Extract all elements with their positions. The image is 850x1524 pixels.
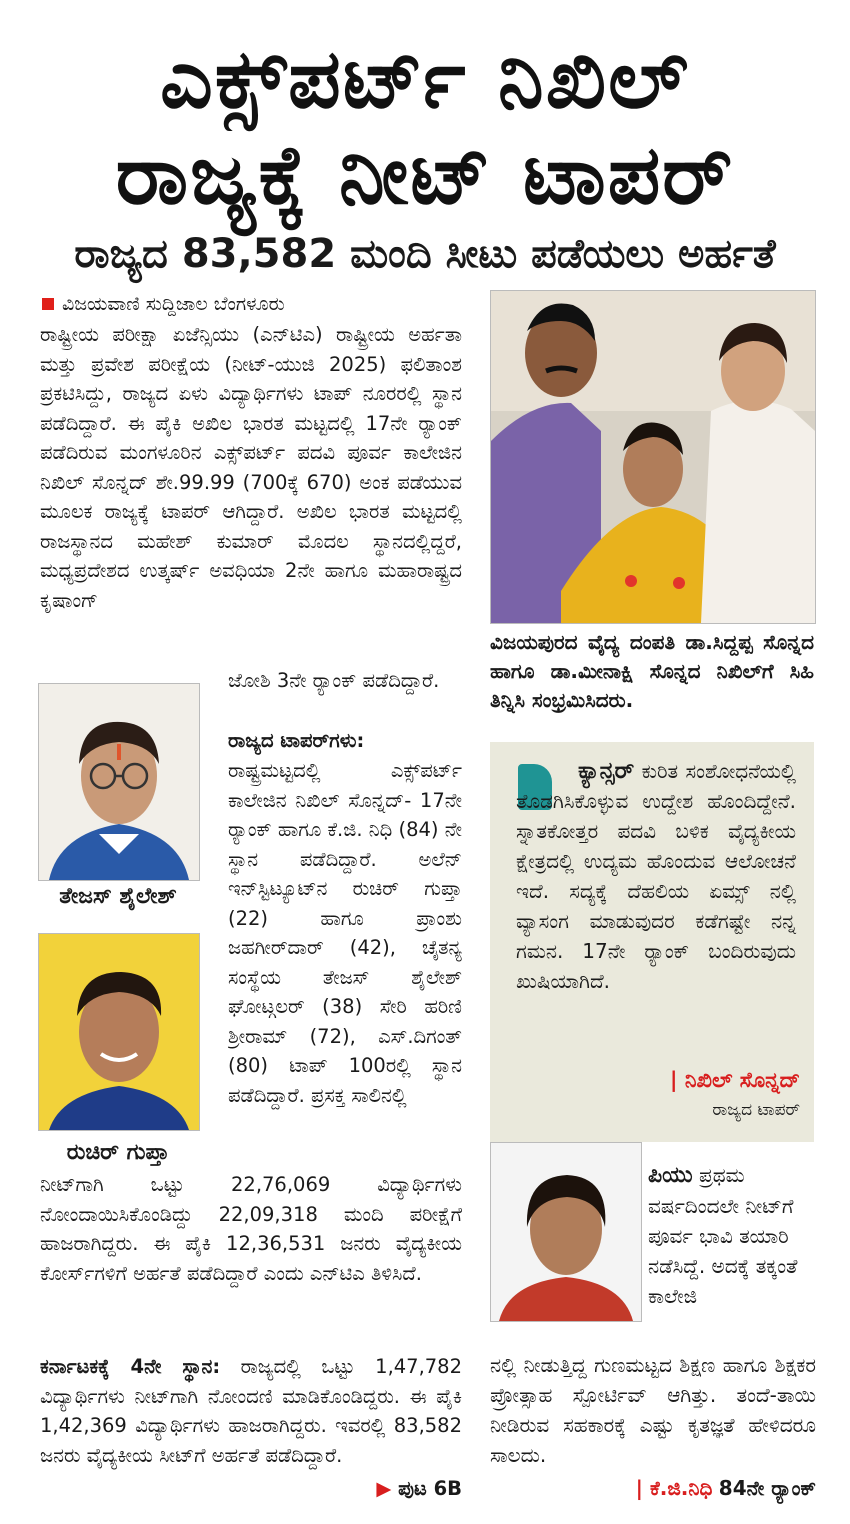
state-body: ರಾಜ್ಯದಲ್ಲಿ ಒಟ್ಟು 1,47,782 ವಿದ್ಯಾರ್ಥಿಗಳು ನೀಟ್‌ಗಾಗಿ ನೋಂದಣಿ ಮಾಡಿಕೊಂಡಿದ್ದರು. ಈ ಪೈಕಿ 1,42,369 ವಿದ್ಯಾರ್ಥಿಗಳು ಹಾಜರಾಗಿದ್ದರು. ಇವರಲ್ಲಿ 83,582 ಜನರು ವೈದ್ಯಕೀಯ ಸೀಟ್‌ಗೆ ಅರ್ಹತೆ ಪಡೆದಿದ್ದಾರೆ. <box>40 1355 462 1467</box>
subheadline: ರಾಜ್ಯದ 83,582 ಮಂದಿ ಸೀಟು ಪಡೆಯಲು ಅರ್ಹತೆ <box>74 231 776 277</box>
quote-1-text <box>516 756 796 996</box>
continued-marker[interactable] <box>362 1474 462 1504</box>
photo-ruchir <box>38 933 200 1131</box>
article-para-3: ನೀಟ್‌ಗಾಗಿ ಒಟ್ಟು 22,76,069 ವಿದ್ಯಾರ್ಥಿಗಳು ನೋಂದಾಯಿಸಿಕೊಂಡಿದ್ದು 22,09,318 ಮಂದಿ ಪರೀಕ್ಷೆಗೆ ಹಾಜರಾಗಿದ್ದರು. ಈ ಪೈಕಿ 12,36,531 ಜನರು ವೈದ್ಯಕೀಯ ಕೋರ್ಸ್‌ಗಳಿಗೆ ಅರ್ಹತೆ ಪಡೆದಿದ್ದಾರೆ ಎಂದು ಎನ್‌ಟಿಎ ತಿಳಿಸಿದೆ. <box>40 1173 462 1285</box>
quote-2-text <box>648 1160 816 1311</box>
caption-tejas: ತೇಜಸ್ ಶೈಲೇಶ್ <box>59 884 177 909</box>
quote-2-author-bar: | <box>635 1476 650 1500</box>
portrait-ruchir-image <box>39 934 199 1130</box>
caption-ruchir: ರುಚಿರ್ ಗುಪ್ತಾ <box>66 1140 170 1165</box>
byline-text: ವಿಜಯವಾಣಿ ಸುದ್ದಿಜಾಲ ಬೆಂಗಳೂರು <box>62 293 285 315</box>
portrait-tejas-image <box>39 684 199 880</box>
toppers-body: ರಾಷ್ಟ್ರಮಟ್ಟದಲ್ಲಿ ಎಕ್ಸ್‌ಪರ್ಟ್ ಕಾಲೇಜಿನ ನಿಖಿಲ್ ಸೊನ್ನದ್- 17ನೇ ರ್‍ಯಾಂಕ್ ಹಾಗೂ ಕೆ.ಜಿ. ನಿಧಿ (84) ನೇ ಸ್ಥಾನ ಪಡೆದಿದ್ದಾರೆ. ಅಲೆನ್ ಇನ್‌ಸ್ಟಿಟ್ಯೂಟ್‌ನ ರುಚಿರ್ ಗುಪ್ತಾ (22) ಹಾಗೂ ಪ್ರಾಂಶು ಜಹಗೀರ್‌ದಾರ್ (42), ಚೈತನ್ಯ ಸಂಸ್ಥೆಯ ತೇಜಸ್ ಶೈಲೇಶ್ ಘೋಟ್ಗಲರ್ (38) ಸೇರಿ ಹರಿಣಿ ಶ್ರೀರಾಮ್ (72), ಎಸ್.ದಿಗಂತ್ (80) ಟಾಪ್ 100ರಲ್ಲಿ ಸ್ಥಾನ ಪಡೆದಿದ್ದಾರೆ. ಪ್ರಸಕ್ತ ಸಾಲಿನಲ್ಲಿ <box>228 759 462 1107</box>
bullet-square-icon <box>42 298 54 310</box>
headline-line-1: ಎಕ್ಸ್‌ಪರ್ಟ್ ನಿಖಿಲ್ <box>160 32 690 127</box>
quote-2-rank: 84ನೇ ರ್‍ಯಾಂಕ್ <box>718 1476 816 1500</box>
main-photo-caption: ವಿಜಯಪುರದ ವೈದ್ಯ ದಂಪತಿ ಡಾ.ಸಿದ್ದಪ್ಪ ಸೊನ್ನದ ಹಾಗೂ ಡಾ.ಮೀನಾಕ್ಷಿ ಸೊನ್ನದ ನಿಖಿಲ್‌ಗೆ ಸಿಹಿ ತಿನ್ನಿಸಿ ಸಂಭ್ರಮಿಸಿದರು. <box>490 630 814 712</box>
family-celebration-image <box>491 291 815 623</box>
article-para-1-cont: ಜೋಶಿ 3ನೇ ರ್‍ಯಾಂಕ್ ಪಡೆದಿದ್ದಾರೆ. <box>228 669 440 692</box>
quote-1-author: ನಿಖಿಲ್ ಸೊನ್ನದ್ <box>684 1068 800 1092</box>
quote-2-author: ಕೆ.ಜಿ.ನಿಧಿ <box>649 1476 713 1500</box>
article-para-1: ರಾಷ್ಟ್ರೀಯ ಪರೀಕ್ಷಾ ಏಜೆನ್ಸಿಯು (ಎನ್‌ಟಿಎ) ರಾಷ್ಟ್ರೀಯ ಅರ್ಹತಾ ಮತ್ತು ಪ್ರವೇಶ ಪರೀಕ್ಷೆಯ (ನೀಟ್-ಯುಜಿ 2025) ಫಲಿತಾಂಶ ಪ್ರಕಟಿಸಿದ್ದು, ರಾಜ್ಯದ ಏಳು ವಿದ್ಯಾರ್ಥಿಗಳು ಟಾಪ್ ನೂರರಲ್ಲಿ ಸ್ಥಾನ ಪಡೆದಿದ್ದಾರೆ. ಈ ಪೈಕಿ ಅಖಿಲ ಭಾರತ ಮಟ್ಟದಲ್ಲಿ 17ನೇ ರ್‍ಯಾಂಕ್ ಪಡೆದಿರುವ ಮಂಗಳೂರಿನ ಎಕ್ಸ್‌ಪರ್ಟ್ ಪದವಿ ಪೂರ್ವ ಕಾಲೇಜಿನ ನಿಖಿಲ್ ಸೊನ್ನದ್ ಶೇ.99.99 (700ಕ್ಕೆ 670) ಅಂಕ ಪಡೆಯುವ ಮೂಲಕ ರಾಜ್ಯಕ್ಕೆ ಟಾಪರ್ ಆಗಿದ್ದಾರೆ. ಅಖಿಲ ಭಾರತ ಮಟ್ಟದಲ್ಲಿ ರಾಜಸ್ಥಾನದ ಮಹೇಶ್ ಕುಮಾರ್ ಮೊದಲ ಸ್ಥಾನದಲ್ಲಿದ್ದರೆ, ಮಧ್ಯಪ್ರದೇಶದ ಉತ್ಕರ್ಷ್ ಅವಧಿಯಾ 2ನೇ ಹಾಗೂ ಮಹಾರಾಷ್ಟ್ರದ ಕೃಷಾಂಗ್ <box>40 323 462 612</box>
quote-2-body: ಪ್ರಥಮ ವರ್ಷದಿಂದಲೇ ನೀಟ್‌ಗೆ ಪೂರ್ವ ಭಾವಿ ತಯಾರಿ ನಡೆಸಿದ್ದೆ. ಅದಕ್ಕೆ ತಕ್ಕಂತೆ ಕಾಲೇಜಿ <box>648 1163 798 1308</box>
quote-1-author-line <box>610 1068 800 1093</box>
portrait-nidhi-image <box>491 1143 641 1321</box>
byline <box>42 290 472 320</box>
play-arrow-icon: ▶ <box>376 1477 392 1500</box>
quote-box-nikhil <box>490 742 814 1142</box>
quote-1-role: ರಾಜ್ಯದ ಟಾಪರ್ <box>712 1100 800 1120</box>
state-heading: ಕರ್ನಾಟಕಕ್ಕೆ 4ನೇ ಸ್ಥಾನ: <box>40 1355 221 1378</box>
photo-main <box>490 290 816 624</box>
photo-tejas <box>38 683 200 881</box>
quote-1-author-bar: | <box>669 1068 685 1092</box>
quote-2-head: ಪಿಯು <box>648 1163 693 1188</box>
quote-1-head: ಕ್ಯಾನ್ಸರ್ <box>578 758 635 784</box>
toppers-heading: ರಾಜ್ಯದ ಟಾಪರ್‌ಗಳು: <box>228 729 365 752</box>
quote-1-body: ಕುರಿತ ಸಂಶೋಧನೆಯಲ್ಲಿ ತೊಡಗಿಸಿಕೊಳ್ಳುವ ಉದ್ದೇಶ ಹೊಂದಿದ್ದೇನೆ. ಸ್ನಾತಕೋತ್ತರ ಪದವಿ ಬಳಿಕ ವೈದ್ಯಕೀಯ ಕ್ಷೇತ್ರದಲ್ಲಿ ಉದ್ಯಮ ಹೊಂದುವ ಆಲೋಚನೆ ಇದೆ. ಸದ್ಯಕ್ಕೆ ದೆಹಲಿಯ ಏಮ್ಸ್ ನಲ್ಲಿ ವ್ಯಾಸಂಗ ಮಾಡುವುದರ ಕಡೆಗಷ್ಟೇ ನನ್ನ ಗಮನ. 17ನೇ ರ್‍ಯಾಂಕ್ ಬಂದಿರುವುದು ಖುಷಿಯಾಗಿದೆ. <box>516 759 796 993</box>
continued-text: ಪುಟ 6B <box>398 1477 462 1500</box>
quote-2-cont: ನಲ್ಲಿ ನೀಡುತ್ತಿದ್ದ ಗುಣಮಟ್ಟದ ಶಿಕ್ಷಣ ಹಾಗೂ ಶಿಕ್ಷಕರ ಪ್ರೋತ್ಸಾಹ ಸ್ಪೋರ್ಟಿವ್ ಆಗಿತ್ತು. ತಂದೆ-ತಾಯಿ ನೀಡಿರುವ ಸಹಕಾರಕ್ಕೆ ಎಷ್ಟು ಕೃತಜ್ಞತೆ ಹೇಳಿದರೂ ಸಾಲದು. <box>490 1353 816 1467</box>
photo-nidhi <box>490 1142 642 1322</box>
quote-2-author-line <box>490 1476 816 1500</box>
headline-line-2: ರಾಜ್ಯಕ್ಕೆ ನೀಟ್ ಟಾಪರ್ <box>115 128 735 223</box>
